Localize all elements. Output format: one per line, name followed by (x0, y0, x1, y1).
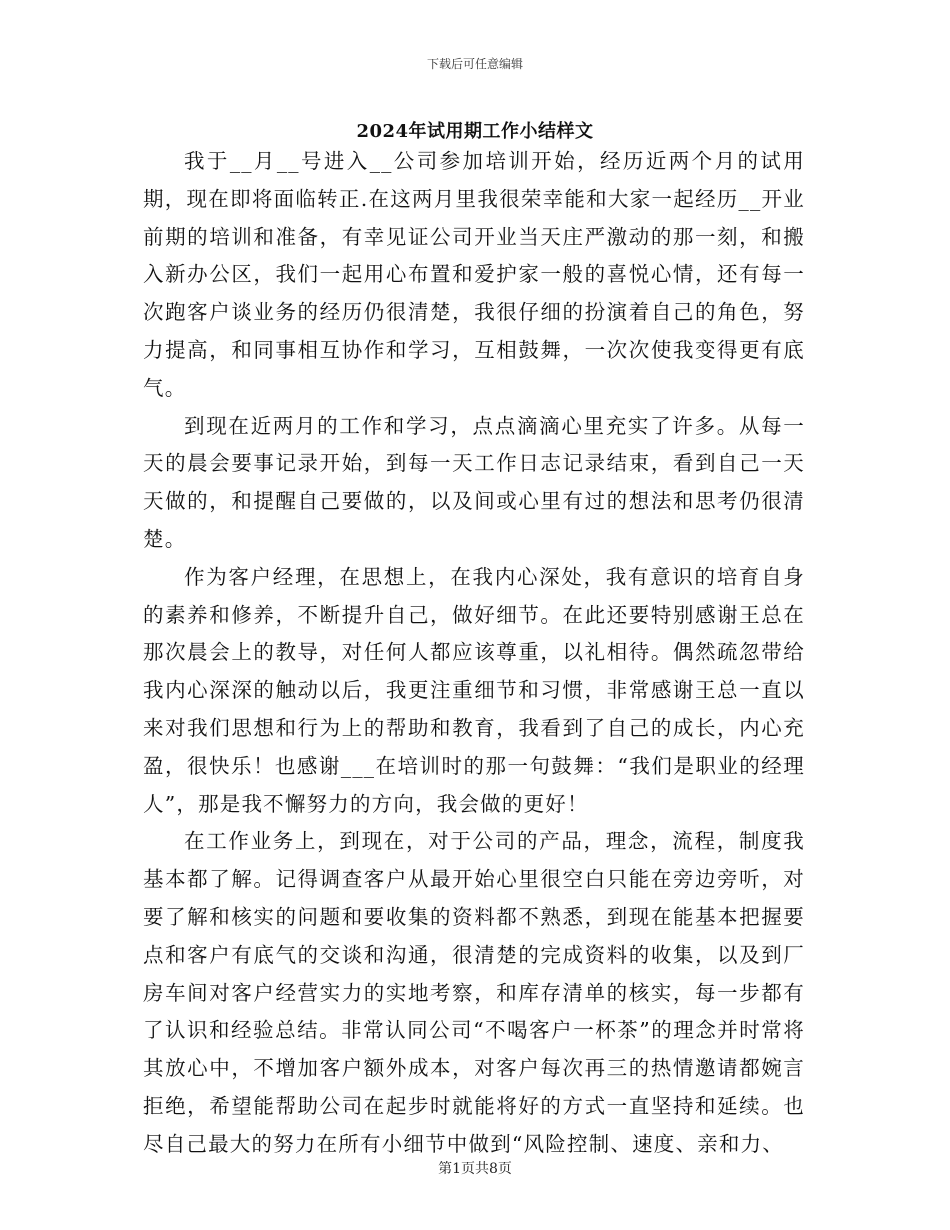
header-note: 下载后可任意编辑 (426, 57, 523, 71)
paragraph-3: 作为客户经理，在思想上，在我内心深处，我有意识的培育自身的素养和修养，不断提升自己，做好细节。在此还要特别感谢王总在那次晨会上的教导，对任何人都应该尊重，以礼相待。偶然疏忽带给我内心深深的触动以后，我更注重细节和习惯，非常感谢王总一直以来对我们思想和行为上的帮助和教育，我看到了自己的成长，内心充盈，很快乐！也感谢___在培训时的那一句鼓舞：“我们是职业的经理人”，那是我不懈努力的方向，我会做的更好！ (143, 564, 805, 816)
page-number-footer: 第1页共8页 (438, 1161, 512, 1177)
paragraph-2: 到现在近两月的工作和学习，点点滴滴心里充实了许多。从每一天的晨会要事记录开始，到每一天工作日志记录结束，看到自己一天天做的，和提醒自己要做的，以及间或心里有过的想法和思考仍很清楚。 (143, 413, 805, 551)
document-title: 2024年试用期工作小结样文 (356, 121, 594, 142)
paragraph-4: 在工作业务上，到现在，对于公司的产品，理念，流程，制度我基本都了解。记得调查客户从最开始心里很空白只能在旁边旁听，对要了解和核实的问题和要收集的资料都不熟悉，到现在能基本把握要点和客户有底气的交谈和沟通，很清楚的完成资料的收集，以及到厂房车间对客户经营实力的实地考察，和库存清单的核实，每一步都有了认识和经验总结。非常认同公司“不喝客户一杯茶”的理念并时常将其放心中，不增加客户额外成本，对客户每次再三的热情邀请都婉言拒绝，希望能帮助公司在起步时就能将好的方式一直坚持和延续。也尽自己最大的努力在所有小细节中做到“风险控制、速度、亲和力、 (143, 829, 805, 1156)
paragraph-1: 我于__月__号进入__公司参加培训开始，经历近两个月的试用期，现在即将面临转正.在这两月里我很荣幸能和大家一起经历__开业前期的培训和准备，有幸见证公司开业当天庄严激动的那一刻，和搬入新办公区，我们一起用心布置和爱护家一般的喜悦心情，还有每一次跑客户谈业务的经历仍很清楚，我很仔细的扮演着自己的角色，努力提高，和同事相互协作和学习，互相鼓舞，一次次使我变得更有底气。 (143, 149, 805, 400)
document-body (143, 143, 805, 1164)
